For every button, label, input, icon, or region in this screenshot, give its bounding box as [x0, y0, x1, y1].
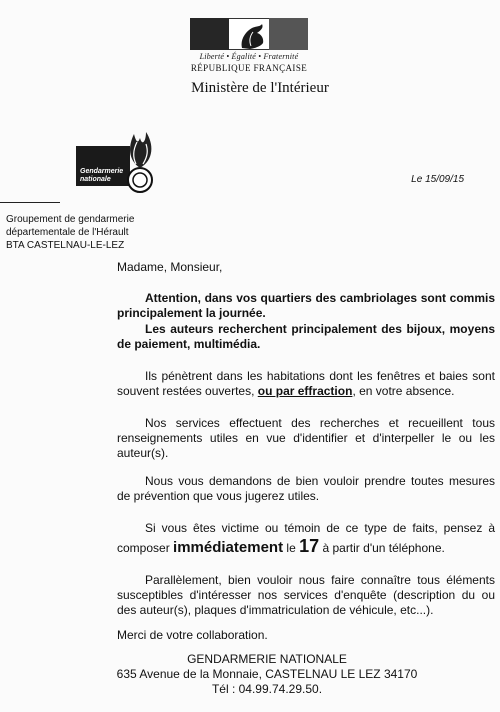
signature-address: 635 Avenue de la Monnaie, CASTELNAU LE LEZ 34170: [116, 667, 418, 681]
republic-motto: Liberté • Égalité • Fraternité: [199, 52, 299, 61]
marianne-flag-icon: [190, 18, 308, 50]
sender-unit-line2: départementale de l'Hérault: [6, 227, 129, 238]
paragraph-emergency: [117, 519, 495, 557]
letter-date: Le 15/09/15: [411, 174, 464, 185]
paragraph-targets: Les auteurs recherchent principalement des bijoux, moyens de paiement, multimédia.: [117, 322, 495, 351]
signature-org: GENDARMERIE NATIONALE: [187, 652, 347, 666]
grenade-flame-icon: [76, 124, 162, 196]
paragraph-emergency-end: à partir d'un téléphone.: [319, 541, 445, 555]
paragraph-entry-end: , en votre absence.: [352, 384, 455, 398]
sender-unit-line1: Groupement de gendarmerie: [6, 214, 135, 225]
paragraph-entry-emphasis: ou par effraction: [257, 384, 353, 398]
paragraph-investigation: Nos services effectuent des recherches et recueillent tous renseignements utiles en vue d'identifier et d'interpeller le ou les auteur(s).: [117, 416, 495, 460]
republique-francaise-logo: [190, 18, 308, 76]
ministry-title: Ministère de l'Intérieur: [191, 80, 329, 96]
republic-name: RÉPUBLIQUE FRANÇAISE: [190, 63, 308, 73]
paragraph-emergency-text: Si vous êtes victime ou témoin de ce type de faits, pensez à composer: [117, 521, 495, 555]
sender-unit-line3: BTA CASTELNAU-LE-LEZ: [6, 240, 125, 251]
gendarmerie-logo-text-line2: nationale: [80, 176, 111, 183]
greeting: Madame, Monsieur,: [117, 260, 223, 274]
gendarmerie-logo-text-line1: Gendarmerie: [80, 168, 124, 175]
paragraph-information: Parallèlement, bien vouloir nous faire connaître tous éléments susceptibles d'intéresser nos services d'enquête (description du ou des auteur(s), plaques d'immatriculation de véhicule, etc...).: [117, 573, 495, 617]
gendarmerie-logo-text: [80, 168, 132, 184]
signature-block: [0, 652, 500, 697]
paragraph-entry-text: Ils pénètrent dans les habitations dont les fenêtres et baies sont souvent restées ouvertes,: [117, 369, 495, 398]
emergency-number: 17: [299, 536, 320, 556]
paragraph-warning: Attention, dans vos quartiers des cambriolages sont commis principalement la journée.: [117, 291, 495, 320]
paragraph-emergency-immediately: immédiatement: [173, 539, 284, 556]
paragraph-emergency-the: le: [283, 541, 300, 555]
paragraph-entry: [117, 369, 495, 399]
header-divider: [0, 202, 60, 203]
sender-unit: [6, 213, 134, 252]
paragraph-prevention: Nous vous demandons de bien vouloir prendre toutes mesures de prévention que vous jugerez utiles.: [117, 474, 495, 503]
closing-line: Merci de votre collaboration.: [117, 628, 268, 642]
signature-phone: Tél : 04.99.74.29.50.: [211, 682, 323, 696]
gendarmerie-logo: [76, 124, 162, 196]
